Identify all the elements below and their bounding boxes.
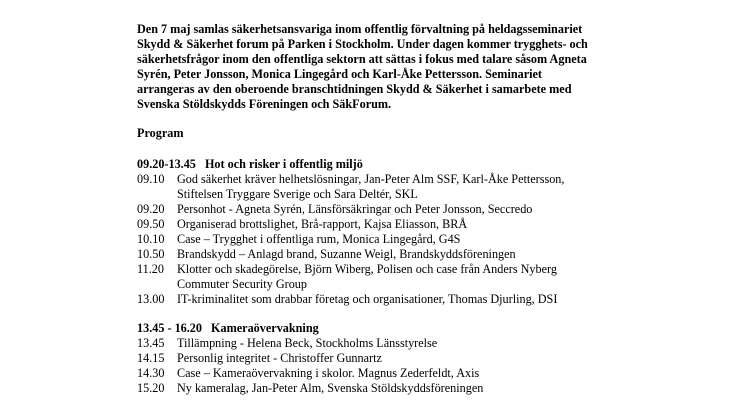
item-description bbox=[177, 292, 717, 307]
item-description bbox=[177, 247, 717, 262]
item-time: 09.10 bbox=[137, 172, 165, 186]
item-time: 15.20 bbox=[137, 381, 165, 395]
item-line: Organiserad brottslighet, Brå-rapport, Kajsa Eliasson, BRÅ bbox=[177, 217, 468, 231]
intro-paragraph bbox=[137, 22, 717, 112]
item-description bbox=[177, 202, 717, 217]
item-time: 14.15 bbox=[137, 351, 165, 365]
item-time: 11.20 bbox=[137, 262, 164, 276]
section-time: 09.20-13.45 bbox=[137, 157, 196, 171]
program-section bbox=[137, 157, 717, 307]
program-item bbox=[137, 202, 717, 217]
document-page bbox=[137, 22, 717, 396]
program-item bbox=[137, 172, 717, 202]
item-description bbox=[177, 262, 717, 292]
item-description bbox=[177, 351, 717, 366]
section-title: Hot och risker i offentlig miljö bbox=[204, 157, 363, 171]
item-description bbox=[177, 336, 717, 351]
item-line: Klotter och skadegörelse, Björn Wiberg, Polisen och case från Anders Nyberg bbox=[177, 262, 557, 276]
program-item bbox=[137, 247, 717, 262]
intro-line: Den 7 maj samlas säkerhetsansvariga inom offentlig förvaltning på heldagsseminariet bbox=[137, 22, 583, 36]
item-time: 13.00 bbox=[137, 292, 165, 306]
item-time: 14.30 bbox=[137, 366, 165, 380]
program-item bbox=[137, 262, 717, 292]
program-item bbox=[137, 232, 717, 247]
item-line: Tillämpning - Helena Beck, Stockholms Länsstyrelse bbox=[177, 336, 438, 350]
item-time: 09.50 bbox=[137, 217, 165, 231]
item-line: Commuter Security Group bbox=[177, 277, 307, 291]
program-item bbox=[137, 217, 717, 232]
item-time: 13.45 bbox=[137, 336, 165, 350]
intro-line: Skydd & Säkerhet forum på Parken i Stockholm. Under dagen kommer trygghets- och bbox=[137, 37, 588, 51]
program-item bbox=[137, 366, 717, 381]
item-line: Brandskydd – Anlagd brand, Suzanne Weigl, Brandskyddsföreningen bbox=[177, 247, 516, 261]
intro-line: Svenska Stöldskydds Föreningen och SäkForum. bbox=[137, 97, 392, 111]
item-line: IT-kriminalitet som drabbar företag och organisationer, Thomas Djurling, DSI bbox=[177, 292, 558, 306]
item-line: God säkerhet kräver helhetslösningar, Jan-Peter Alm SSF, Karl-Åke Pettersson, bbox=[177, 172, 565, 186]
program-item bbox=[137, 351, 717, 366]
program-item bbox=[137, 336, 717, 351]
item-line: Case – Kameraövervakning i skolor. Magnus Zederfeldt, Axis bbox=[177, 366, 480, 380]
section-heading bbox=[137, 321, 717, 336]
intro-line: arrangeras av den oberoende branschtidningen Skydd & Säkerhet i samarbete med bbox=[137, 82, 572, 96]
intro-line: säkerhetsfrågor inom den offentliga sektorn att sättas i fokus med talare såsom Agneta bbox=[137, 52, 587, 66]
item-description bbox=[177, 172, 717, 202]
section-heading bbox=[137, 157, 717, 172]
item-description bbox=[177, 217, 717, 232]
item-line: Ny kameralag, Jan-Peter Alm, Svenska Stöldskyddsföreningen bbox=[177, 381, 484, 395]
item-line: Personlig integritet - Christoffer Gunnartz bbox=[177, 351, 382, 365]
item-description bbox=[177, 366, 717, 381]
item-time: 10.10 bbox=[137, 232, 165, 246]
program-heading: Program bbox=[137, 126, 184, 140]
program-item bbox=[137, 292, 717, 307]
item-time: 10.50 bbox=[137, 247, 165, 261]
item-line: Personhot - Agneta Syrén, Länsförsäkringar och Peter Jonsson, Seccredo bbox=[177, 202, 533, 216]
program-section bbox=[137, 321, 717, 396]
item-line: Stiftelsen Tryggare Sverige och Sara Deltér, SKL bbox=[177, 187, 418, 201]
program-item bbox=[137, 381, 717, 396]
item-description bbox=[177, 232, 717, 247]
section-time: 13.45 - 16.20 bbox=[137, 321, 202, 335]
item-description bbox=[177, 381, 717, 396]
section-title: Kameraövervakning bbox=[211, 321, 319, 335]
item-line: Case – Trygghet i offentliga rum, Monica Lingegård, G4S bbox=[177, 232, 461, 246]
intro-line: Syrén, Peter Jonsson, Monica Lingegård och Karl-Åke Pettersson. Seminariet bbox=[137, 67, 542, 81]
item-time: 09.20 bbox=[137, 202, 165, 216]
